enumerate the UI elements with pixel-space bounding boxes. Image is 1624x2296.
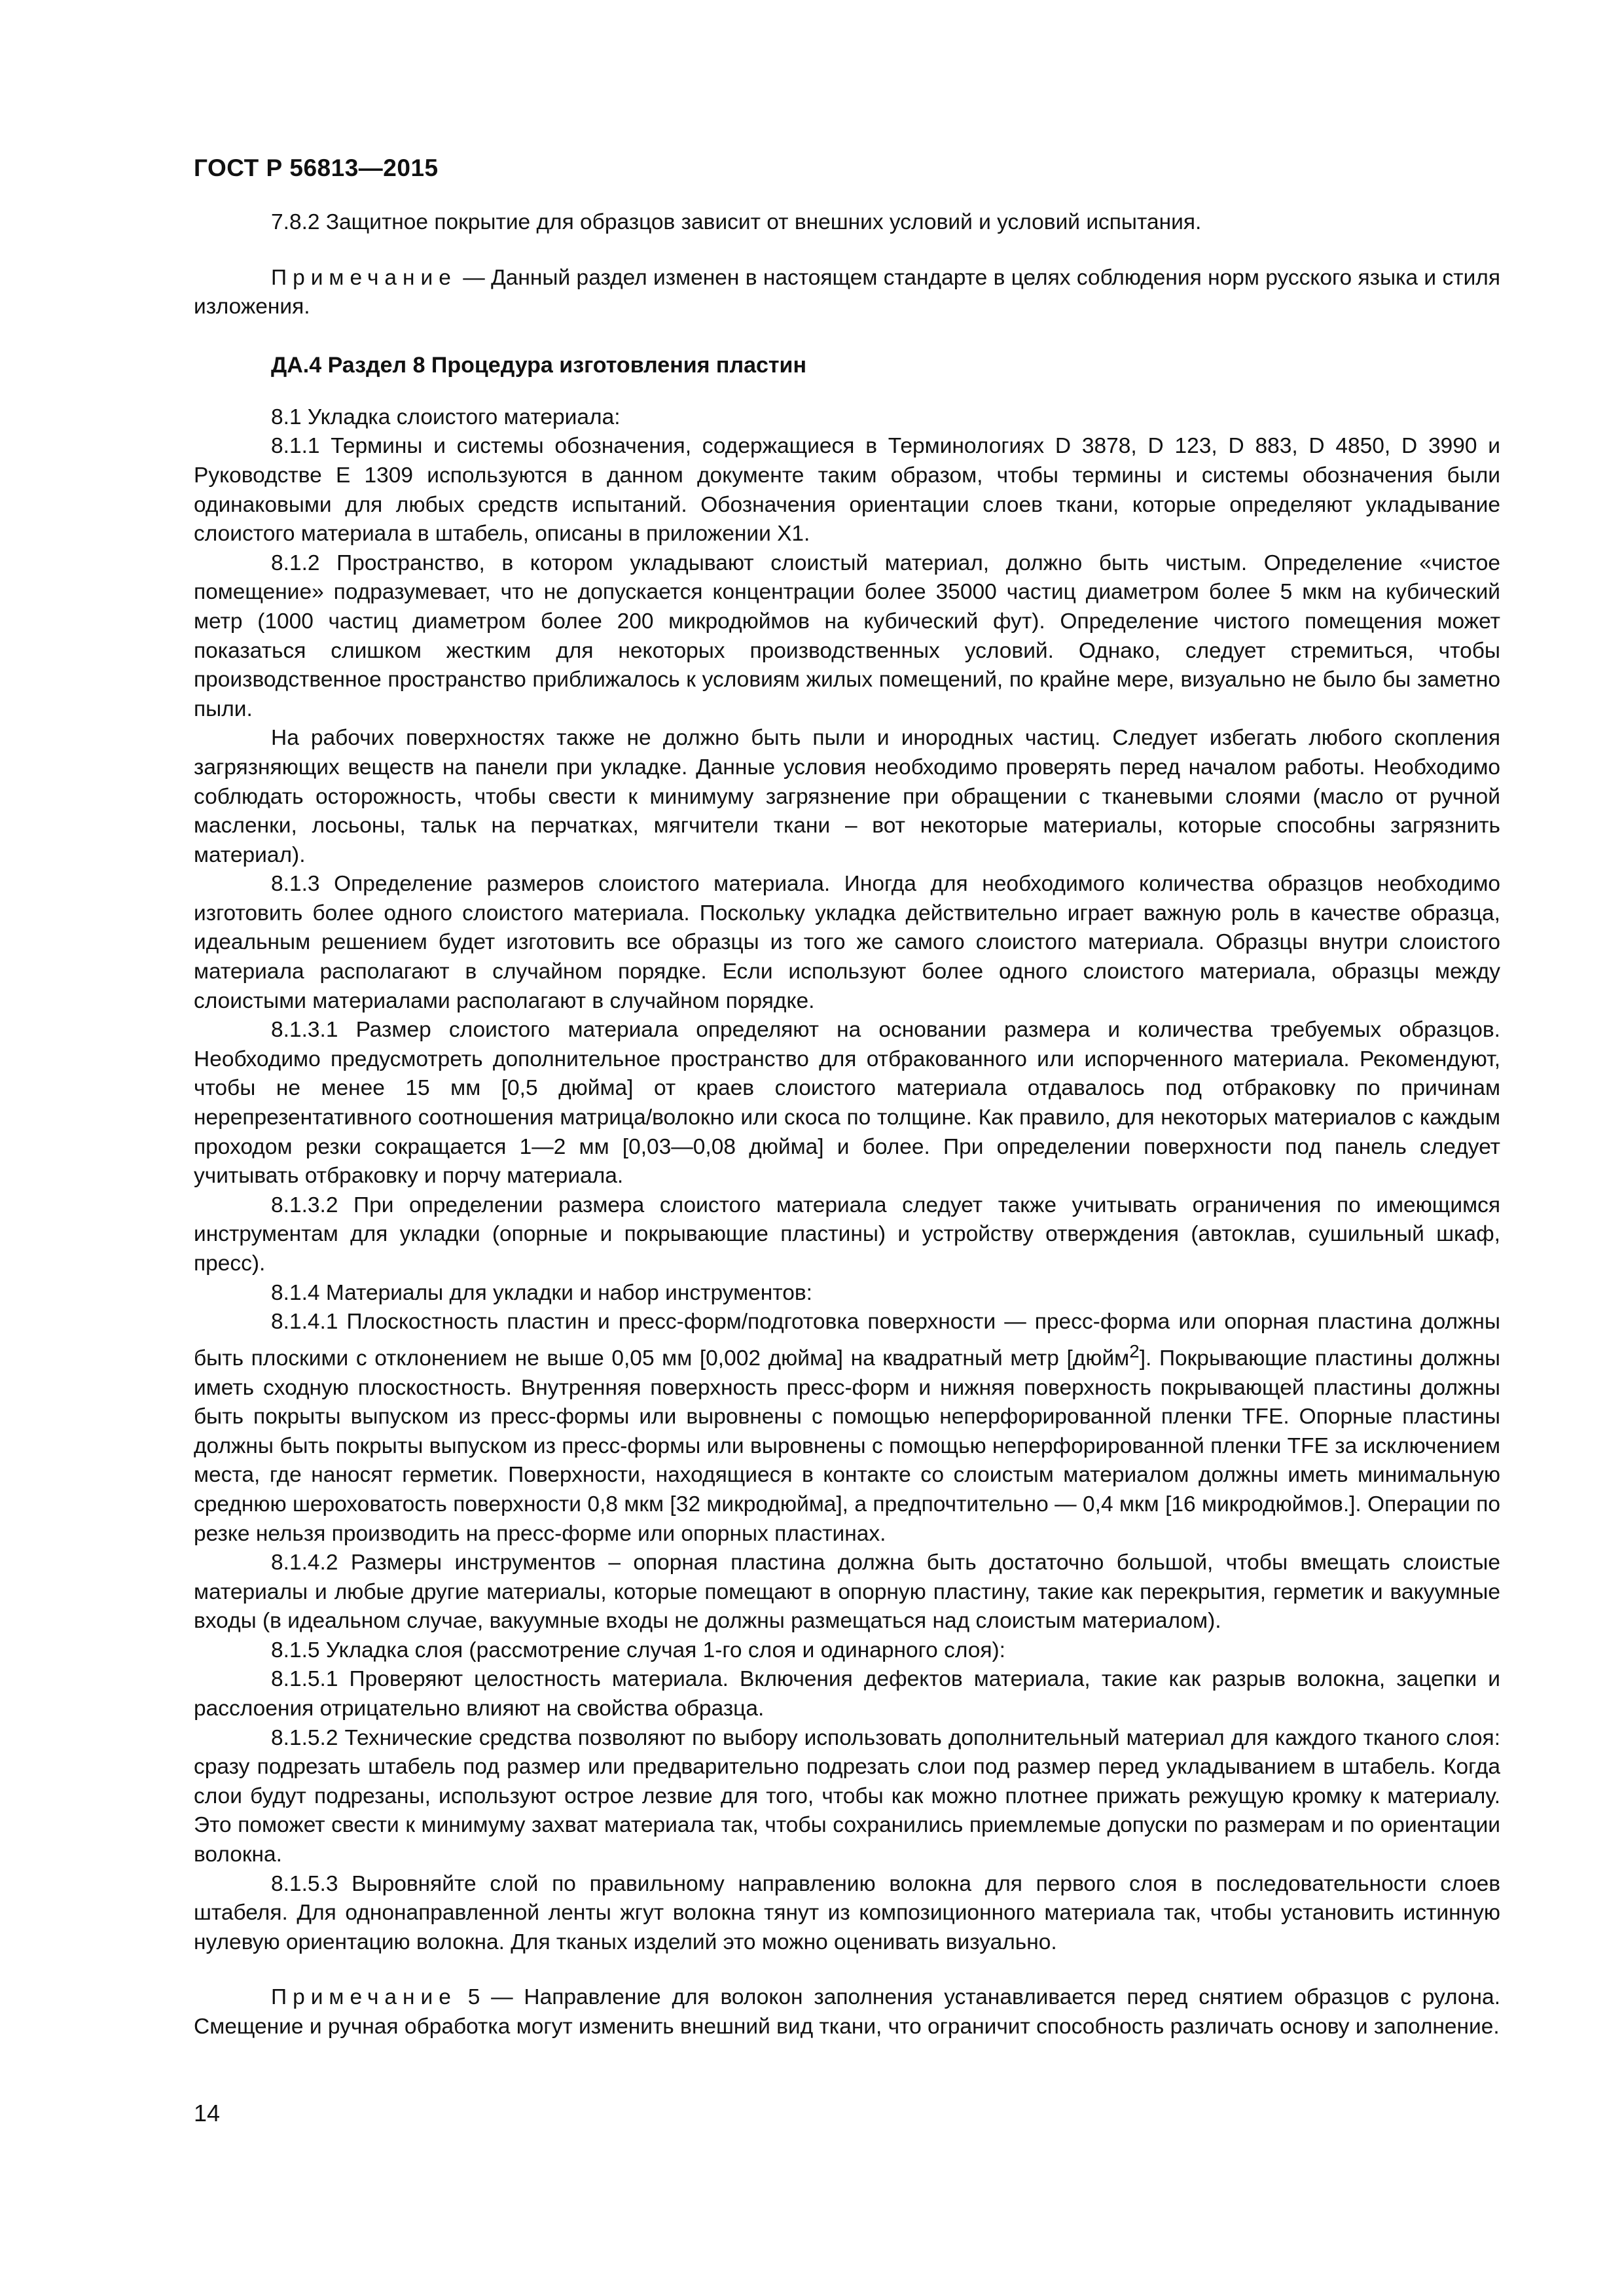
section-title: ДА.4 Раздел 8 Процедура изготовления пластин xyxy=(271,352,806,378)
paragraph-8-1-3-1: 8.1.3.1 Размер слоистого материала определяют на основании размера и количества требуемых образцов. Необходимо предусмотреть дополнительное пространство для отбракованного или испорченного материала. Рекомендуют, чтобы не менее 15 мм [0,5 дюйма] от краев слоистого материала отдавалось под отбраковку по причинам нерепрезентативного соотношения матрица/волокно или скоса по толщине. Как правило, для некоторых материалов с каждым проходом резки сокращается 1—2 мм [0,03—0,08 дюйма] и более. При определении поверхности под панель следует учитывать отбраковку и порчу материала. xyxy=(194,1018,1500,1189)
paragraph-7-8-2: 7.8.2 Защитное покрытие для образцов зависит от внешних условий и условий испытания. xyxy=(271,210,1202,234)
note-1 xyxy=(194,264,1500,322)
paragraph-8-1-1: 8.1.1 Термины и системы обозначения, содержащиеся в Терминологиях D 3878, D 123, D 883, D 4850, D 3990 и Руководстве E 1309 используются в данном документе таким образом, чтобы термины и системы обозначения были одинаковыми для любых средств испытаний. Обозначения ориентации слоев ткани, которые определяют укладывание слоистого материала в штабель, описаны в приложении X1. xyxy=(194,434,1500,547)
note-1-label: Примечание xyxy=(271,265,457,290)
document-body xyxy=(194,208,1500,2042)
paragraph-8-1-3: 8.1.3 Определение размеров слоистого материала. Иногда для необходимого количества образцов необходимо изготовить более одного слоистого материала. Поскольку укладка действительно играет важную роль в качестве образца, идеальным решением будет изготовить все образцы из того же самого слоистого материала. Образцы внутри слоистого материала располагают в случайном порядке. Если используют более одного слоистого материала, образцы между слоистыми материалами располагают в случайном порядке. xyxy=(194,872,1500,1013)
superscript-2: 2 xyxy=(1129,1340,1140,1361)
paragraph-8-1-2: 8.1.2 Пространство, в котором укладывают слоистый материал, должно быть чистым. Определение «чистое помещение» подразумевает, что не допускается концентрации более 35000 частиц диаметром более 5 мкм на кубический метр (1000 частиц диаметром более 200 микродюймов на кубический фут). Определение чистого помещения может показаться слишком жестким для некоторых производственных условий. Однако, следует стремиться, чтобы производственное пространство приближалось к условиям жилых помещений, по крайне мере, визуально не было бы заметно пыли. xyxy=(194,550,1500,721)
paragraph-8-1-4-1 xyxy=(194,1308,1500,1549)
note-1-text: — Данный раздел изменен в настоящем стандарте в целях соблюдения норм русского языка и стиля изложения. xyxy=(194,265,1500,319)
note-5-label: Примечание xyxy=(271,1985,457,2010)
paragraph-8-1-3-2: 8.1.3.2 При определении размера слоистого материала следует также учитывать ограничения по имеющимся инструментам для укладки (опорные и покрывающие пластины) и устройству отверждения (автоклав, сушильный шкаф, пресс). xyxy=(194,1193,1500,1276)
document-header: ГОСТ Р 56813—2015 xyxy=(194,154,439,181)
paragraph-8-1-5-3: 8.1.5.3 Выровняйте слой по правильному направлению волокна для первого слоя в последовательности слоев штабеля. Для однонаправленной ленты жгут волокна тянут из композиционного материала так, чтобы установить истинную нулевую ориентацию волокна. Для тканых изделий это можно оценивать визуально. xyxy=(194,1871,1500,1954)
paragraph-8-1-2-continued: На рабочих поверхностях также не должно быть пыли и инородных частиц. Следует избегать любого скопления загрязняющих веществ на панели при укладке. Данные условия необходимо проверять перед началом работы. Необходимо соблюдать осторожность, чтобы свести к минимуму загрязнение при обращении с тканевыми слоями (масло от ручной масленки, лосьоны, тальк на перчатках, мягчители ткани – вот некоторые материалы, которые способны загрязнить материал). xyxy=(194,726,1500,867)
note-5-text: 5 — Направление для волокон заполнения устанавливается перед снятием образцов с рулона. Смещение и ручная обработка могут изменить внешний вид ткани, что ограничит способность различать основу и заполнение. xyxy=(194,1985,1500,2039)
note-5 xyxy=(194,1983,1500,2041)
page-number: 14 xyxy=(194,2100,221,2126)
paragraph-8-1-5: 8.1.5 Укладка слоя (рассмотрение случая 1-го слоя и одинарного слоя): xyxy=(271,1638,1005,1662)
paragraph-8-1-4: 8.1.4 Материалы для укладки и набор инструментов: xyxy=(271,1280,812,1305)
paragraph-8-1-4-1-part-b: ]. Покрывающие пластины должны иметь сходную плоскостность. Внутренняя поверхность пресс-форм и нижняя поверхность покрывающей пластины должны быть покрыты выпуском из пресс-формы или выровнены с помощью неперфорированной пленки TFE. Опорные пластины должны быть покрыты выпуском из пресс-формы или выровнены с помощью неперфорированной пленки TFE за исключением места, где наносят герметик. Поверхности, находящиеся в контакте со слоистым материалом должны иметь минимальную среднюю шероховатость поверхности 0,8 мкм [32 микродюйма], а предпочтительно — 0,4 мкм [16 микродюймов.]. Операции по резке нельзя производить на пресс-форме или опорных пластинах. xyxy=(194,1346,1500,1546)
paragraph-8-1-4-1-part-a: 8.1.4.1 Плоскостность пластин и пресс-форм/подготовка поверхности — пресс-форма или опорная пластина должны быть плоскими с отклонением не выше 0,05 мм [0,002 дюйма] на квадратный метр [дюйм xyxy=(194,1310,1500,1371)
paragraph-8-1-5-2: 8.1.5.2 Технические средства позволяют по выбору использовать дополнительный материал для каждого тканого слоя: сразу подрезать штабель под размер или предварительно подрезать слои под размер перед укладыванием в штабель. Когда слои будут подрезаны, используют острое лезвие для того, чтобы как можно плотнее прижать режущую кромку к материалу. Это поможет свести к минимуму захват материала так, чтобы сохранились приемлемые допуски по размерам и по ориентации волокна. xyxy=(194,1725,1500,1867)
paragraph-8-1: 8.1 Укладка слоистого материала: xyxy=(271,404,621,429)
paragraph-8-1-4-2: 8.1.4.2 Размеры инструментов – опорная пластина должна быть достаточно большой, чтобы вмещать слоистые материалы и любые другие материалы, которые помещают в опорную пластину, такие как перекрытия, герметик и вакуумные входы (в идеальном случае, вакуумные входы не должны размещаться над слоистым материалом). xyxy=(194,1551,1500,1634)
paragraph-8-1-5-1: 8.1.5.1 Проверяют целостность материала. Включения дефектов материала, такие как разрыв волокна, зацепки и расслоения отрицательно влияют на свойства образца. xyxy=(194,1667,1500,1721)
